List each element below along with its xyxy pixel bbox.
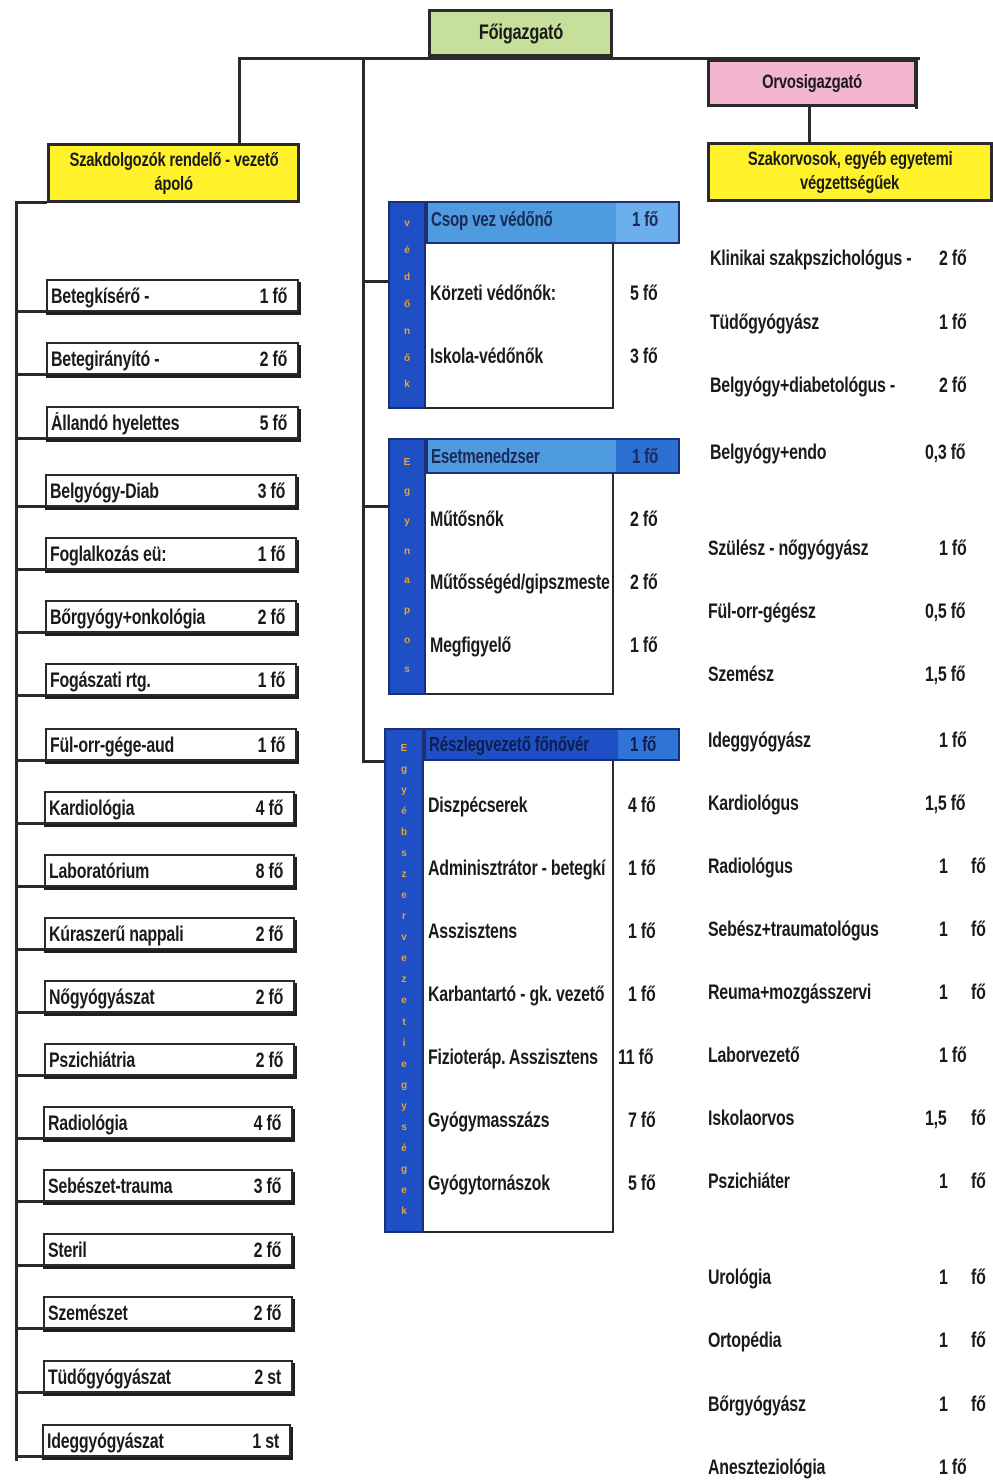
left-item-connector [15, 505, 45, 508]
specialist-count: 1,5 fő [925, 663, 966, 686]
specialist-count-number: 1 [939, 918, 948, 941]
specialist-item[interactable] [707, 311, 991, 337]
left-staff-label: Betegkísérő - [51, 285, 150, 308]
left-item-connector [15, 1074, 44, 1077]
specialist-label: Bőrgyógyász [708, 1393, 806, 1416]
group-vertical-letter: é [404, 245, 410, 257]
left-item-connector [15, 568, 45, 571]
left-staff-item[interactable] [44, 980, 295, 1013]
left-staff-item[interactable] [45, 728, 297, 761]
left-item-connector [15, 373, 46, 376]
left-staff-item[interactable] [42, 1424, 291, 1457]
group-vertical-letter: e [401, 1058, 407, 1070]
left-staff-count: 1 st [252, 1430, 279, 1453]
connector-left-top [15, 201, 47, 204]
group-vertical-letter: s [404, 664, 410, 676]
specialist-count: 1 fő [939, 1044, 967, 1067]
left-staff-item[interactable] [46, 279, 299, 312]
left-staff-count: 2 fő [255, 986, 283, 1009]
group-head-count: 1 fő [632, 209, 659, 231]
left-staff-item[interactable] [44, 1043, 295, 1076]
group-row[interactable] [430, 634, 680, 660]
group-vertical-letter: e [401, 1185, 407, 1197]
group-row[interactable] [430, 282, 680, 308]
left-staff-item[interactable] [45, 663, 297, 696]
left-item-connector [15, 822, 44, 825]
specialist-count: 1 fő [939, 537, 967, 560]
specialist-item[interactable] [707, 441, 991, 467]
specialist-label: Tüdőgyógyász [710, 311, 820, 334]
left-staff-count: 2 fő [253, 1239, 281, 1262]
specialist-count: 2 fő [939, 374, 967, 397]
specialists-header[interactable] [707, 142, 993, 202]
left-staff-item[interactable] [45, 474, 297, 507]
group-row-label: Adminisztrátor - betegkí [428, 857, 606, 880]
group-vertical-letter: y [401, 1100, 407, 1112]
left-staff-item[interactable] [44, 854, 295, 887]
left-staff-count: 3 fő [253, 1175, 281, 1198]
group-row-count: 11 fő [618, 1046, 654, 1069]
group-row-count: 7 fő [628, 1109, 656, 1132]
left-staff-item[interactable] [46, 342, 299, 375]
group-vertical-letter: s [401, 1121, 407, 1133]
nursing-staff-header[interactable] [47, 143, 300, 203]
group-vertical-letter: y [404, 516, 410, 528]
specialist-item[interactable] [707, 1107, 991, 1133]
group-head-label: Részlegvezető főnővér [429, 734, 589, 756]
left-item-connector [15, 631, 45, 634]
left-staff-label: Pszichiátria [49, 1049, 135, 1072]
specialist-count-number: 1 [939, 1329, 948, 1352]
left-item-connector [15, 310, 46, 313]
group-head-label: Esetmenedzser [431, 446, 540, 468]
group-vertical-letter: y [401, 784, 407, 796]
specialist-count: 2 fő [939, 247, 967, 270]
group-row[interactable] [428, 1046, 678, 1072]
group-vertical-letter: ő [403, 298, 411, 310]
group-vertical-letter: g [400, 1164, 408, 1176]
group-vertical-letter: a [404, 575, 410, 587]
group-row-label: Diszpécserek [428, 794, 528, 817]
specialist-item[interactable] [707, 537, 991, 563]
group-row-label: Műtősségéd/gipszmeste [430, 571, 610, 594]
specialist-item[interactable] [707, 1456, 991, 1482]
left-item-connector [15, 1327, 43, 1330]
group-head-label: Csop vez védőnő [431, 209, 553, 231]
specialist-item[interactable] [707, 374, 991, 400]
specialist-item[interactable] [707, 855, 991, 881]
connector-left-spine [15, 201, 18, 1461]
group-vertical-letter: b [400, 826, 408, 838]
specialist-count-unit: fő [971, 1170, 986, 1193]
left-staff-label: Tüdőgyógyászat [48, 1366, 171, 1389]
left-item-connector [15, 437, 46, 440]
left-staff-label: Nőgyógyászat [49, 986, 155, 1009]
specialist-label: Ortopédia [708, 1329, 782, 1352]
specialist-count: 1,5 fő [925, 792, 966, 815]
specialist-item[interactable] [707, 1170, 991, 1196]
group-row-count: 1 fő [628, 920, 656, 943]
specialist-item[interactable] [707, 247, 991, 273]
group-vertical-letter: z [401, 869, 407, 880]
left-staff-item[interactable] [44, 791, 295, 824]
specialist-count-number: 1,5 [925, 1107, 947, 1130]
specialist-count-number: 1 [939, 981, 948, 1004]
left-staff-label: Állandó hyelettes [51, 412, 180, 435]
left-staff-label: Belgyógy-Diab [50, 480, 159, 503]
left-staff-item[interactable] [45, 537, 297, 570]
group-row-count: 1 fő [630, 634, 658, 657]
group-vertical-letter: r [402, 911, 406, 923]
group-row-label: Műtősnők [430, 508, 504, 531]
group-vertical-letter: v [401, 932, 407, 944]
specialist-count: 1 fő [939, 311, 967, 334]
group-vertical-letter: o [403, 634, 411, 646]
group-vertical-bar [388, 201, 426, 409]
group-vertical-letter: v [404, 218, 410, 230]
connector-group-1 [362, 280, 388, 283]
left-staff-label: Radiológia [48, 1112, 128, 1135]
nursing-staff-header-line-2: ápoló [154, 174, 193, 195]
nursing-staff-header-line-1: Szakdolgozók rendelő - vezető [69, 150, 278, 172]
group-vertical-letter: e [401, 953, 407, 965]
group-vertical-letter: t [402, 1016, 406, 1028]
left-staff-label: Szemészet [48, 1302, 128, 1325]
left-staff-label: Kúraszerű nappali [49, 923, 184, 946]
left-item-connector [15, 1391, 43, 1394]
group-vertical-letter: g [403, 486, 411, 498]
specialist-count-unit: fő [971, 855, 986, 878]
left-staff-label: Ideggyógyászat [47, 1430, 164, 1453]
left-staff-count: 2 fő [255, 1049, 283, 1072]
group-row[interactable] [428, 983, 678, 1009]
specialist-count: 1 fő [939, 1456, 967, 1479]
specialist-item[interactable] [707, 1266, 991, 1292]
specialist-label: Laborvezető [708, 1044, 800, 1067]
group-row[interactable] [430, 508, 680, 534]
specialist-label: Szemész [708, 663, 774, 686]
left-staff-item[interactable] [45, 600, 297, 633]
group-head[interactable] [426, 201, 680, 244]
specialist-item[interactable] [707, 1393, 991, 1419]
left-item-connector [15, 1264, 43, 1267]
director-box[interactable] [428, 9, 613, 57]
left-staff-label: Laboratórium [49, 860, 150, 883]
group-vertical-letter: d [403, 272, 411, 284]
connector-group-2 [362, 505, 388, 508]
connector-middle-spine [362, 57, 365, 762]
group-vertical-letter: k [404, 379, 410, 391]
medical-director-box[interactable] [707, 59, 917, 107]
group-row-count: 3 fő [630, 345, 658, 368]
specialist-count: 0,3 fő [925, 441, 966, 464]
group-row[interactable] [428, 920, 678, 946]
specialist-item[interactable] [707, 918, 991, 944]
specialist-label: Ideggyógyász [708, 729, 811, 752]
group-vertical-letter: i [402, 1037, 406, 1049]
group-vertical-letter: p [403, 604, 411, 616]
group-row-count: 2 fő [630, 571, 658, 594]
left-staff-item[interactable] [46, 406, 299, 439]
left-item-connector [15, 1137, 43, 1140]
left-staff-count: 2 fő [257, 606, 285, 629]
group-row-count: 1 fő [628, 857, 656, 880]
group-row-label: Asszisztens [428, 920, 517, 943]
left-staff-label: Fogászati rtg. [50, 669, 151, 692]
group-row[interactable] [430, 571, 680, 597]
group-row[interactable] [428, 1109, 678, 1135]
left-staff-count: 2 fő [253, 1302, 281, 1325]
left-staff-count: 3 fő [257, 480, 285, 503]
specialist-item[interactable] [707, 1329, 991, 1355]
specialist-label: Klinikai szakpszichológus - [710, 247, 912, 270]
specialist-count-unit: fő [971, 1329, 986, 1352]
specialist-label: Reuma+mozgásszervi [708, 981, 872, 1004]
group-row-count: 2 fő [630, 508, 658, 531]
left-staff-count: 1 fő [257, 543, 285, 566]
specialist-item[interactable] [707, 729, 991, 755]
specialist-item[interactable] [707, 1044, 991, 1070]
specialist-label: Belgyógy+diabetológus - [710, 374, 895, 397]
specialist-count-number: 1 [939, 1170, 948, 1193]
group-row-count: 5 fő [630, 282, 658, 305]
left-item-connector [15, 1200, 43, 1203]
group-row-label: Gyógymasszázs [428, 1109, 550, 1132]
left-staff-count: 1 fő [257, 734, 285, 757]
left-staff-label: Fül-orr-gége-aud [50, 734, 175, 757]
specialists-header-line-1: Szakorvosok, egyéb egyetemi [747, 149, 953, 171]
left-staff-count: 4 fő [255, 797, 283, 820]
left-staff-count: 8 fő [255, 860, 283, 883]
specialist-label: Iskolaorvos [708, 1107, 795, 1130]
specialist-label: Pszichiáter [708, 1170, 790, 1193]
specialist-count-unit: fő [971, 1107, 986, 1130]
group-vertical-letter: é [401, 805, 407, 817]
specialist-label: Kardiológus [708, 792, 799, 815]
specialist-label: Sebész+traumatológus [708, 918, 879, 941]
left-item-connector [15, 1455, 42, 1458]
group-vertical-letter: g [400, 763, 408, 775]
group-head[interactable] [426, 438, 680, 474]
group-row-label: Karbantartó - gk. vezető [428, 983, 605, 1006]
group-row[interactable] [428, 857, 678, 883]
group-vertical-letter: e [401, 890, 407, 902]
left-staff-item[interactable] [43, 1233, 293, 1266]
specialist-count: 0,5 fő [925, 600, 966, 623]
specialist-count-unit: fő [971, 981, 986, 1004]
group-vertical-letter: n [403, 325, 411, 337]
group-vertical-letter: e [401, 995, 407, 1007]
group-head[interactable] [424, 728, 680, 761]
left-item-connector [15, 948, 44, 951]
specialist-label: Szülész - nőgyógyász [708, 537, 869, 560]
left-staff-label: Kardiológia [49, 797, 135, 820]
specialist-label: Aneszteziológia [708, 1456, 826, 1479]
left-item-connector [15, 759, 45, 762]
group-vertical-letter: é [401, 1143, 407, 1155]
left-staff-label: Sebészet-trauma [48, 1175, 173, 1198]
specialist-count-number: 1 [939, 855, 948, 878]
specialist-count: 1 fő [939, 729, 967, 752]
specialist-label: Radiológus [708, 855, 793, 878]
specialists-header-line-2: végzettségűek [800, 173, 900, 194]
group-vertical-bar [384, 728, 424, 1233]
left-staff-count: 5 fő [259, 412, 287, 435]
specialist-count-number: 1 [939, 1266, 948, 1289]
left-staff-item[interactable] [43, 1169, 293, 1202]
left-item-connector [15, 885, 44, 888]
left-staff-item[interactable] [44, 917, 295, 950]
left-staff-item[interactable] [43, 1106, 293, 1139]
group-row[interactable] [428, 794, 678, 820]
connector-left-down [238, 57, 241, 144]
left-staff-count: 2 st [254, 1366, 281, 1389]
left-staff-item[interactable] [43, 1360, 293, 1393]
group-head-count: 1 fő [632, 446, 659, 468]
left-staff-label: Steril [48, 1239, 87, 1262]
group-row-label: Fizioteráp. Asszisztens [428, 1046, 598, 1069]
specialist-label: Belgyógy+endo [710, 441, 827, 464]
left-item-connector [15, 694, 45, 697]
group-vertical-bar [388, 438, 426, 695]
group-vertical-letter: k [401, 1206, 407, 1218]
left-staff-label: Foglalkozás eü: [50, 543, 167, 566]
left-staff-count: 4 fő [253, 1112, 281, 1135]
group-vertical-letter: g [400, 1079, 408, 1091]
specialist-count-unit: fő [971, 1266, 986, 1289]
group-row-count: 1 fő [628, 983, 656, 1006]
group-row[interactable] [430, 345, 680, 371]
group-vertical-letter: n [403, 545, 411, 557]
director-title: Főigazgató [478, 21, 563, 44]
left-staff-count: 1 fő [259, 285, 287, 308]
specialist-item[interactable] [707, 663, 991, 689]
left-staff-count: 2 fő [259, 348, 287, 371]
group-head-count: 1 fő [630, 734, 657, 756]
specialist-label: Urológia [708, 1266, 771, 1289]
group-row-label: Iskola-védőnők [430, 345, 544, 368]
group-vertical-letter: s [401, 847, 407, 859]
group-vertical-letter: ő [403, 352, 411, 364]
group-row-count: 4 fő [628, 794, 656, 817]
group-row-count: 5 fő [628, 1172, 656, 1195]
specialist-count-unit: fő [971, 1393, 986, 1416]
group-row-label: Megfigyelő [430, 634, 512, 657]
group-vertical-letter: E [400, 742, 408, 754]
group-vertical-letter: E [403, 456, 411, 468]
medical-director-title: Orvosigazgató [762, 72, 862, 93]
left-staff-item[interactable] [43, 1296, 293, 1329]
left-staff-label: Betegirányító - [51, 348, 160, 371]
specialist-item[interactable] [707, 600, 991, 626]
specialist-label: Fül-orr-gégész [708, 600, 816, 623]
specialist-item[interactable] [707, 792, 991, 818]
group-vertical-letter: z [401, 974, 407, 986]
left-item-connector [15, 1011, 44, 1014]
left-staff-label: Bőrgyógy+onkológia [50, 606, 206, 629]
left-staff-count: 2 fő [255, 923, 283, 946]
group-row-label: Körzeti védőnők: [430, 282, 556, 305]
group-row[interactable] [428, 1172, 678, 1198]
specialist-count-unit: fő [971, 918, 986, 941]
specialist-item[interactable] [707, 981, 991, 1007]
left-staff-count: 1 fő [257, 669, 285, 692]
group-row-label: Gyógytornászok [428, 1172, 550, 1195]
connector-medical-to-specialists [808, 107, 811, 143]
specialist-count-number: 1 [939, 1393, 948, 1416]
